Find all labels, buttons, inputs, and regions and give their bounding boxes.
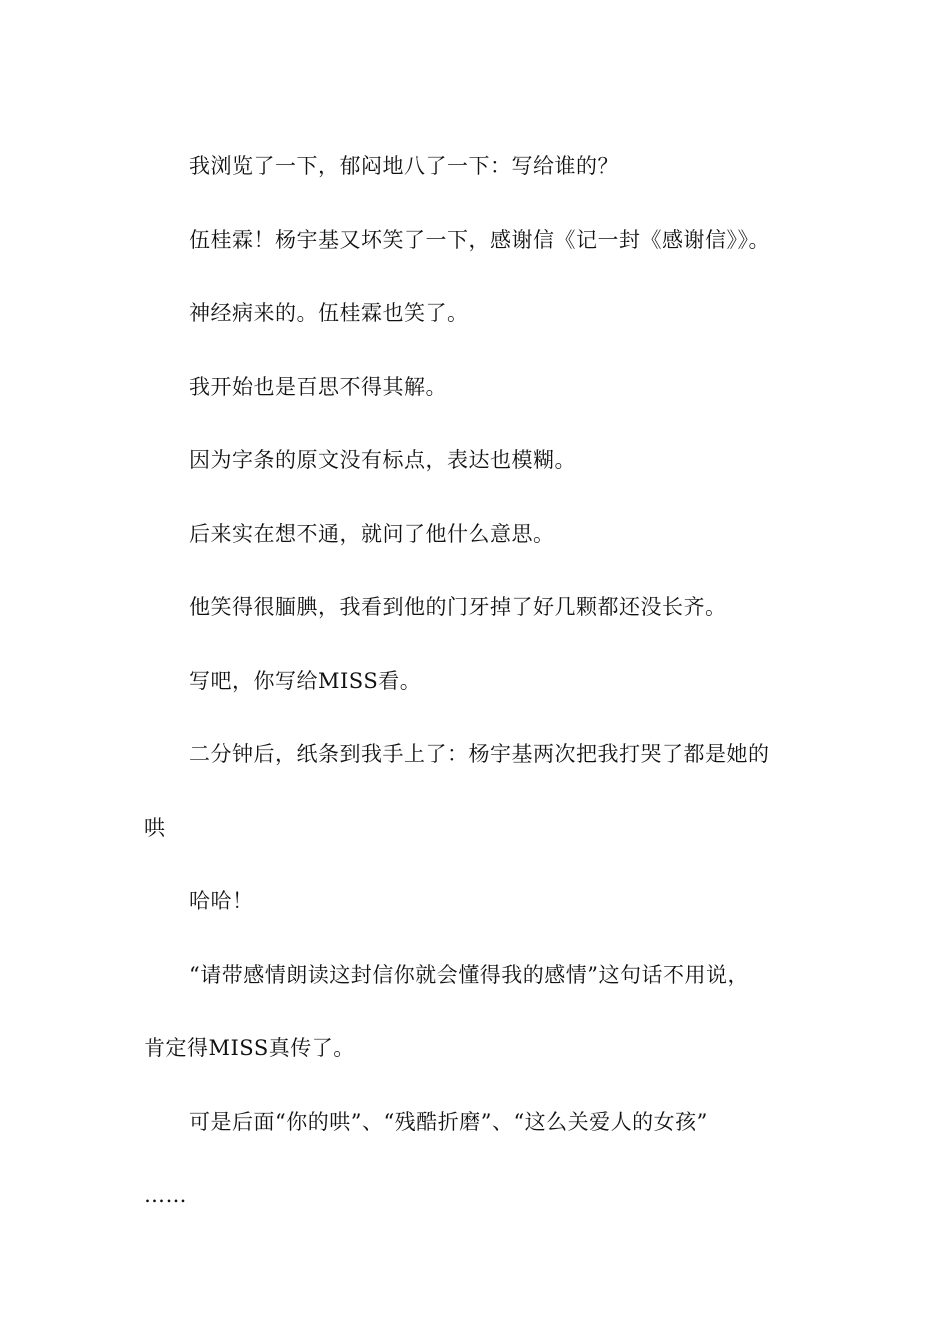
paragraph-line: 他笑得很腼腆，我看到他的门牙掉了好几颗都还没长齐。	[189, 595, 727, 619]
paragraph-line: 写吧，你写给MISS看。	[189, 668, 422, 693]
paragraph-continuation: 哄	[144, 815, 166, 840]
paragraph-continuation: 肯定得MISS真传了。	[144, 1036, 355, 1060]
paragraph-line: “请带感情朗读这封信你就会懂得我的感情”这句话不用说，	[189, 962, 749, 987]
document-body	[144, 130, 824, 1233]
paragraph-line: 可是后面“你的哄”、“残酷折磨”、“这么关爱人的女孩”	[189, 1109, 708, 1134]
paragraph-line: 神经病来的。伍桂霖也笑了。	[189, 301, 469, 325]
paragraph-line: 二分钟后，纸条到我手上了：杨宇基两次把我打哭了都是她的	[189, 742, 770, 766]
paragraph-line: 后来实在想不通，就问了他什么意思。	[189, 521, 555, 546]
paragraph-line: 因为字条的原文没有标点，表达也模糊。	[189, 448, 576, 472]
paragraph-line: 伍桂霖！杨宇基又坏笑了一下，感谢信《记一封《感谢信》》。	[189, 227, 770, 252]
paragraph-line: 哈哈！	[189, 889, 254, 913]
paragraph-continuation: ……	[144, 1183, 187, 1207]
paragraph-line: 我浏览了一下，郁闷地八了一下：写给谁的？	[189, 154, 619, 178]
paragraph-line: 我开始也是百思不得其解。	[189, 374, 447, 399]
